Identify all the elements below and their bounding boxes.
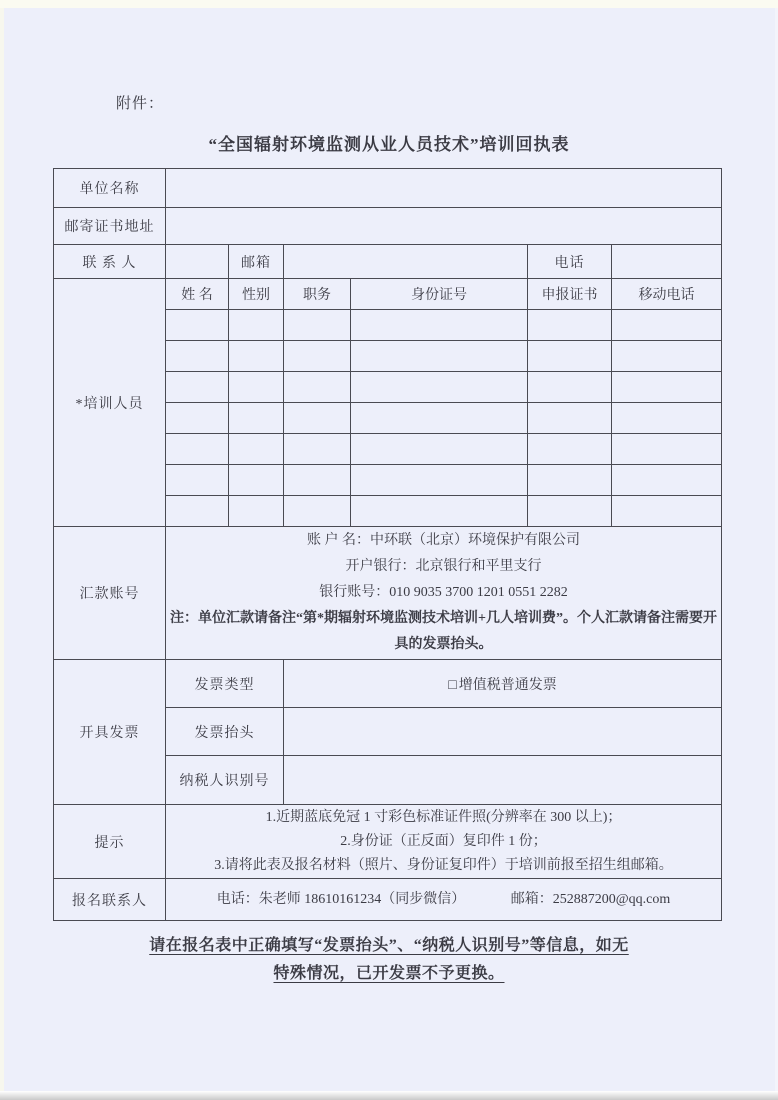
trainee-empty-cell	[612, 310, 722, 341]
registration-contact-content	[166, 879, 722, 921]
invoice-type-row	[54, 660, 722, 708]
trainee-empty-cell	[351, 310, 528, 341]
trainee-empty-cell	[229, 310, 284, 341]
trainee-empty-cell	[284, 341, 351, 372]
trainee-empty-cell	[229, 496, 284, 527]
invoice-label: 开具发票	[54, 660, 166, 805]
tips-label: 提示	[54, 805, 166, 879]
trainee-empty-cell	[612, 341, 722, 372]
registration-contact-email: 邮箱：252887200@qq.com	[510, 891, 671, 907]
scan-edge-bottom	[0, 1091, 778, 1100]
registration-contact-label: 报名联系人	[54, 879, 166, 921]
trainee-col-certificate: 申报证书	[528, 279, 612, 310]
footer-note-line2: 特殊情况，已开发票不予更换。	[273, 965, 505, 982]
trainee-empty-cell	[351, 372, 528, 403]
trainee-empty-cell	[166, 496, 229, 527]
tips-row	[54, 805, 722, 879]
contact-email-cell	[284, 245, 528, 279]
trainee-empty-cell	[612, 372, 722, 403]
invoice-type-value: 增值税普通发票	[458, 677, 557, 693]
trainee-col-position: 职务	[284, 279, 351, 310]
trainee-empty-cell	[166, 372, 229, 403]
trainee-empty-cell	[229, 434, 284, 465]
trainee-empty-cell	[284, 310, 351, 341]
trainee-empty-cell	[166, 310, 229, 341]
unit-name-row	[54, 169, 722, 208]
remittance-account-name: 账 户 名：中环联（北京）环境保护有限公司	[307, 533, 580, 548]
trainee-empty-cell	[284, 434, 351, 465]
invoice-title-value-cell	[284, 708, 722, 756]
invoice-type-value-cell	[284, 660, 722, 708]
contact-phone-label: 电话	[528, 245, 612, 279]
trainee-empty-cell	[528, 465, 612, 496]
remittance-row	[54, 527, 722, 660]
trainee-empty-cell	[229, 372, 284, 403]
trainee-empty-cell	[284, 465, 351, 496]
contact-label: 联 系 人	[54, 245, 166, 279]
contact-name-cell	[166, 245, 229, 279]
trainee-empty-cell	[166, 341, 229, 372]
tips-item: 2.身份证（正反面）复印件 1 份；	[340, 833, 547, 849]
tips-content	[166, 805, 722, 879]
trainee-empty-cell	[284, 496, 351, 527]
remittance-label: 汇款账号	[54, 527, 166, 660]
trainee-empty-cell	[528, 341, 612, 372]
unit-name-value-cell	[166, 169, 722, 208]
remittance-content	[166, 527, 722, 660]
trainee-empty-cell	[351, 341, 528, 372]
trainee-empty-cell	[528, 310, 612, 341]
mailing-address-row	[54, 208, 722, 245]
checkbox-icon: □	[448, 677, 457, 693]
trainee-empty-cell	[351, 496, 528, 527]
scan-edge-top	[0, 0, 778, 8]
trainee-empty-cell	[166, 403, 229, 434]
trainee-empty-cell	[528, 403, 612, 434]
trainee-empty-cell	[528, 372, 612, 403]
page-title: “全国辐射环境监测从业人员技术”培训回执表	[208, 135, 570, 154]
trainee-empty-cell	[351, 434, 528, 465]
trainee-empty-cell	[166, 434, 229, 465]
trainee-empty-cell	[351, 465, 528, 496]
trainee-empty-cell	[528, 496, 612, 527]
mailing-address-value-cell	[166, 208, 722, 245]
registration-contact-phone: 电话：朱老师 18610161234（同步微信）	[216, 891, 466, 907]
invoice-taxid-label: 纳税人识别号	[166, 756, 284, 805]
contact-email-label: 邮箱	[229, 245, 284, 279]
remittance-note: 注：单位汇款请备注“第*期辐射环境监测技术培训+几人培训费”。个人汇款请备注需要开具的发票抬头。	[170, 611, 717, 652]
tips-item: 3.请将此表及报名材料（照片、身份证复印件）于培训前报至招生组邮箱。	[214, 857, 673, 873]
invoice-title-label: 发票抬头	[166, 708, 284, 756]
trainees-label: *培训人员	[54, 279, 166, 527]
invoice-type-label: 发票类型	[166, 660, 284, 708]
trainee-col-mobile: 移动电话	[612, 279, 722, 310]
trainee-empty-cell	[351, 403, 528, 434]
tips-item: 1.近期蓝底免冠 1 寸彩色标准证件照(分辨率在 300 以上)；	[265, 809, 622, 825]
unit-name-label: 单位名称	[54, 169, 166, 208]
contact-row	[54, 245, 722, 279]
trainee-col-name: 姓 名	[166, 279, 229, 310]
attachment-label: 附件：	[116, 96, 165, 112]
trainee-col-gender: 性别	[229, 279, 284, 310]
remittance-account-number: 银行账号：010 9035 3700 1201 0551 2282	[319, 585, 568, 600]
remittance-bank: 开户银行：北京银行和平里支行	[345, 559, 542, 574]
trainee-empty-cell	[528, 434, 612, 465]
trainee-col-id-number: 身份证号	[351, 279, 528, 310]
footer-note	[0, 932, 778, 988]
registration-form-table	[53, 168, 722, 921]
trainee-empty-cell	[229, 403, 284, 434]
trainee-empty-cell	[284, 372, 351, 403]
footer-note-line1: 请在报名表中正确填写“发票抬头”、“纳税人识别号”等信息，如无	[149, 937, 629, 954]
mailing-address-label: 邮寄证书地址	[54, 208, 166, 245]
scan-edge-left	[0, 8, 4, 1091]
trainee-empty-cell	[612, 465, 722, 496]
trainee-empty-cell	[612, 434, 722, 465]
contact-phone-cell	[612, 245, 722, 279]
trainee-empty-cell	[166, 465, 229, 496]
trainee-header-row	[54, 279, 722, 310]
trainee-empty-cell	[284, 403, 351, 434]
trainee-empty-cell	[229, 341, 284, 372]
trainee-empty-cell	[612, 496, 722, 527]
registration-contact-row	[54, 879, 722, 921]
invoice-taxid-value-cell	[284, 756, 722, 805]
trainee-empty-cell	[229, 465, 284, 496]
trainee-empty-cell	[612, 403, 722, 434]
